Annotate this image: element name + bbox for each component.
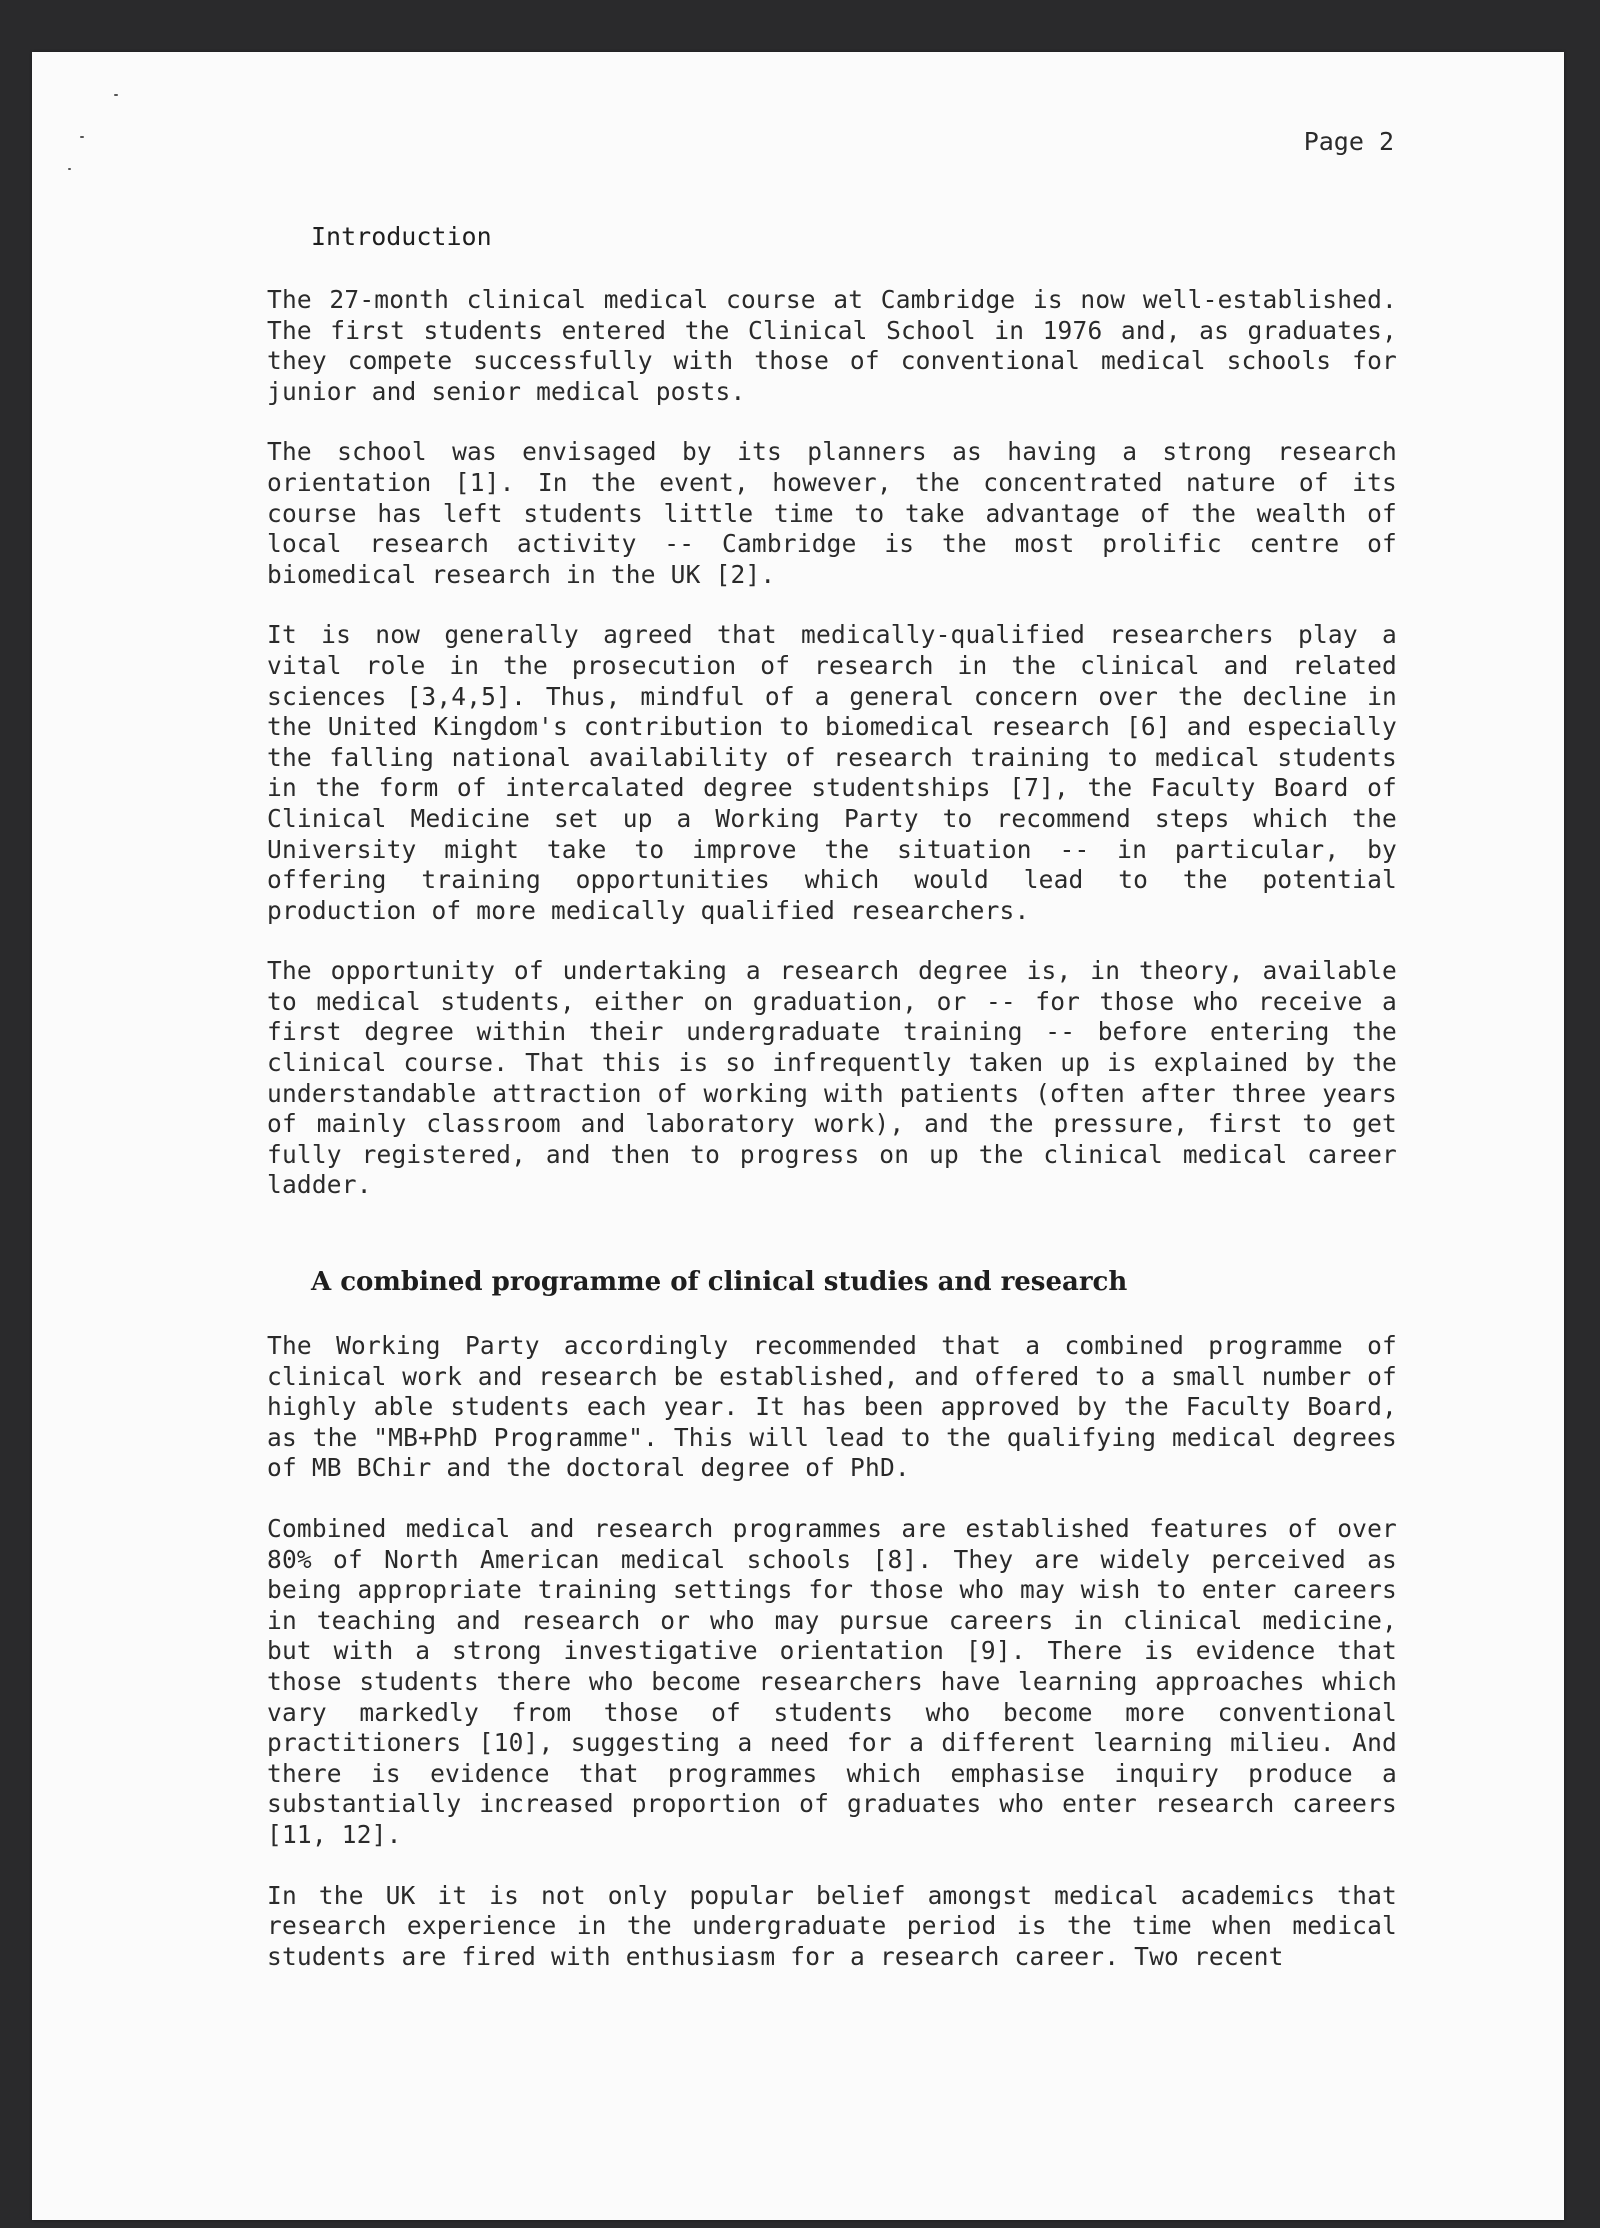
paragraph: It is now generally agreed that medically-qualified researchers play a vital role in the prosecution of research in the clinical and related sciences [3,4,5]. Thus, mindful of a general concern over the decline in the United Kingdom's contribution to biomedical research [6] and especially the falling national availability of research training to medical students in the form of intercalated degree studentships [7], the Faculty Board of Clinical Medicine set up a Working Party to recommend steps which the University might take to improve the situation -- in particular, by offering training opportunities which would lead to the potential production of more medically qualified researchers. <box>267 620 1397 925</box>
paragraph: The Working Party accordingly recommended that a combined programme of clinical work and research be established, and offered to a small number of highly able students each year. It has been approved by the Faculty Board, as the "MB+PhD Programme". This will lead to the qualifying medical degrees of MB BChir and the doctoral degree of PhD. <box>267 1331 1397 1483</box>
scan-speck <box>68 168 71 170</box>
scan-speck <box>80 136 84 138</box>
section-heading-introduction: Introduction <box>311 222 492 251</box>
paragraph: Combined medical and research programmes are established features of over 80% of North American medical schools [8]. They are widely perceived as being appropriate training settings for those who may wish to enter careers in teaching and research or who may pursue careers in clinical medicine, but with a strong investigative orientation [9]. There is evidence that those students there who become researchers have learning approaches which vary markedly from those of students who become more conventional practitioners [10], suggesting a need for a different learning milieu. And there is evidence that programmes which emphasise inquiry produce a substantially increased proportion of graduates who enter research careers [11, 12]. <box>267 1514 1397 1849</box>
document-page <box>32 52 1564 2220</box>
paragraph: The 27-month clinical medical course at Cambridge is now well-established. The first students entered the Clinical School in 1976 and, as graduates, they compete successfully with those of conventional medical schools for junior and senior medical posts. <box>267 285 1397 406</box>
paragraph: In the UK it is not only popular belief amongst medical academics that research experience in the undergraduate period is the time when medical students are fired with enthusiasm for a research career. Two recent <box>267 1880 1397 1971</box>
paragraph: The school was envisaged by its planners as having a strong research orientation [1]. In the event, however, the concentrated nature of its course has left students little time to take advantage of the wealth of local research activity -- Cambridge is the most prolific centre of biomedical research in the UK [2]. <box>267 437 1397 589</box>
paragraph: The opportunity of undertaking a research degree is, in theory, available to medical students, either on graduation, or -- for those who receive a first degree within their undergraduate training -- before entering the clinical course. That this is so infrequently taken up is explained by the understandable attraction of working with patients (often after three years of mainly classroom and laboratory work), and the pressure, first to get fully registered, and then to progress on up the clinical medical career ladder. <box>267 956 1397 1200</box>
section-heading-combined-programme: A combined programme of clinical studies and research <box>311 1267 1128 1298</box>
page-number: Page 2 <box>1303 127 1394 156</box>
scan-speck <box>114 94 118 96</box>
document-body <box>267 222 1397 1972</box>
